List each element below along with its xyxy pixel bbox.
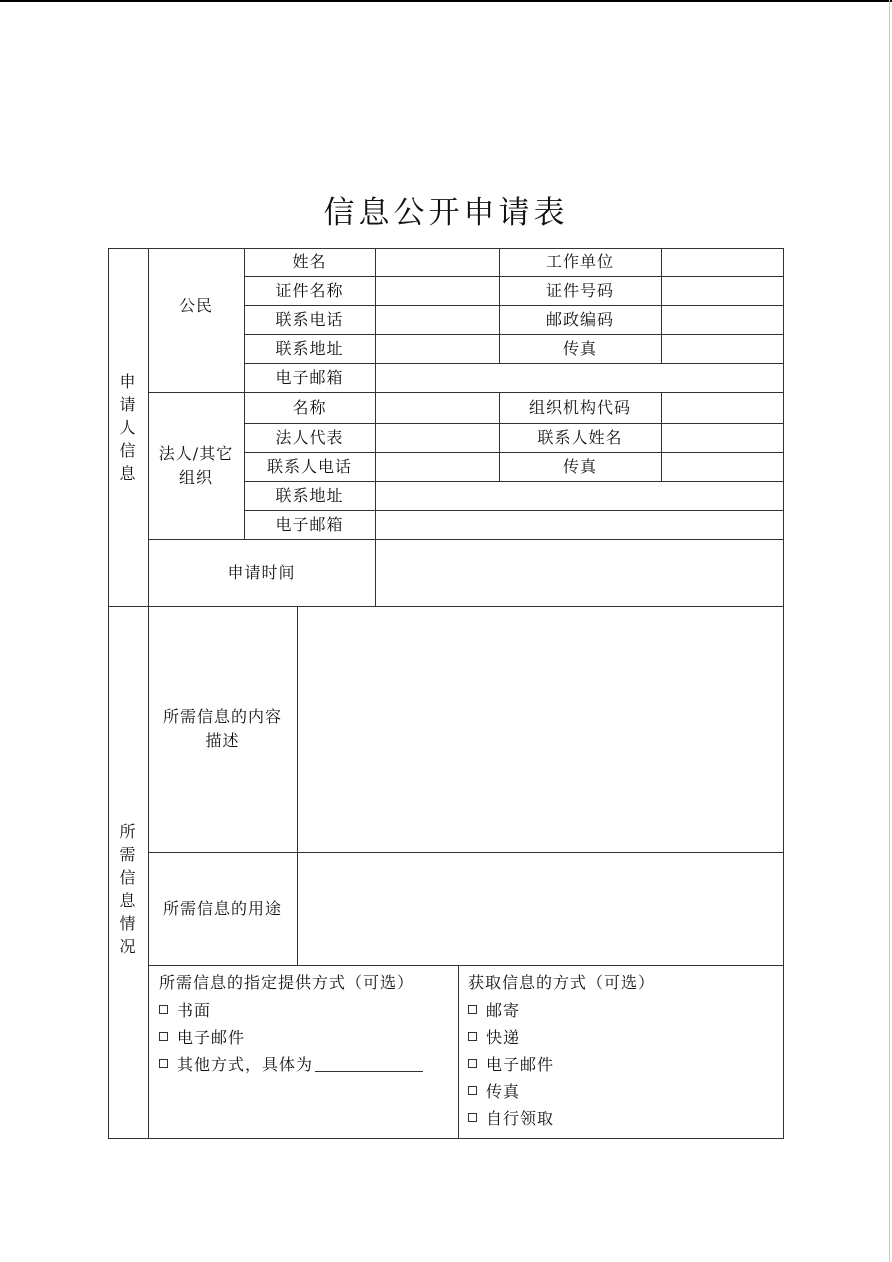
org-address-label: 联系地址 <box>275 485 344 505</box>
obtain-option-mail[interactable]: 邮寄 <box>468 998 520 1021</box>
checkbox-icon[interactable] <box>159 1032 168 1041</box>
name-input[interactable] <box>375 248 499 276</box>
contact-phone-label: 联系人电话 <box>266 456 352 476</box>
phone-input[interactable] <box>375 305 499 334</box>
checkbox-icon[interactable] <box>468 1032 477 1041</box>
top-border <box>0 0 892 2</box>
checkbox-icon[interactable] <box>468 1059 477 1068</box>
org-code-input[interactable] <box>661 392 783 423</box>
provide-method-title: 所需信息的指定提供方式（可选） <box>159 973 415 992</box>
obtain-option-self-pickup[interactable]: 自行领取 <box>468 1106 554 1129</box>
address-label: 联系地址 <box>275 338 344 358</box>
obtain-option-express[interactable]: 快递 <box>468 1025 520 1048</box>
checkbox-icon[interactable] <box>159 1059 168 1068</box>
org-name-input[interactable] <box>375 392 499 423</box>
email-input[interactable] <box>375 363 783 392</box>
obtain-option-email[interactable]: 电子邮件 <box>468 1052 554 1075</box>
id-type-label: 证件名称 <box>275 280 344 300</box>
email-label: 电子邮箱 <box>275 367 344 387</box>
other-method-blank[interactable] <box>315 1055 423 1072</box>
fax-label: 传真 <box>562 338 597 358</box>
obtain-option-fax[interactable]: 传真 <box>468 1079 520 1102</box>
apply-time-label: 申请时间 <box>227 562 296 582</box>
phone-label: 联系电话 <box>275 309 344 329</box>
applicant-section-label: 申 请 人 信 息 <box>119 371 137 483</box>
checkbox-icon[interactable] <box>468 1113 477 1122</box>
citizen-label: 公民 <box>178 296 213 315</box>
checkbox-icon[interactable] <box>468 1005 477 1014</box>
work-unit-input[interactable] <box>661 248 783 276</box>
org-email-input[interactable] <box>375 510 783 539</box>
checkbox-icon[interactable] <box>468 1086 477 1095</box>
legal-rep-label: 法人代表 <box>275 427 344 447</box>
apply-time-input[interactable] <box>375 539 783 606</box>
org-email-label: 电子邮箱 <box>275 514 344 534</box>
legal-rep-input[interactable] <box>375 423 499 452</box>
usage-label: 所需信息的用途 <box>162 898 282 918</box>
id-number-label: 证件号码 <box>545 280 614 300</box>
id-type-input[interactable] <box>375 276 499 305</box>
contact-name-input[interactable] <box>661 423 783 452</box>
checkbox-icon[interactable] <box>159 1005 168 1014</box>
content-desc-input[interactable] <box>297 606 783 852</box>
content-desc-label: 所需信息的内容 描述 <box>162 707 282 750</box>
fax-input[interactable] <box>661 334 783 363</box>
provide-option-paper[interactable]: 书面 <box>159 998 211 1021</box>
organization-label: 法人/其它 组织 <box>158 443 234 487</box>
form-title: 信息公开申请表 <box>323 195 569 231</box>
usage-input[interactable] <box>297 852 783 965</box>
id-number-input[interactable] <box>661 276 783 305</box>
address-input[interactable] <box>375 334 499 363</box>
org-fax-label: 传真 <box>562 456 597 476</box>
postcode-label: 邮政编码 <box>545 309 614 329</box>
provide-option-other[interactable]: 其他方式，具体为 <box>159 1052 423 1075</box>
contact-phone-input[interactable] <box>375 452 499 481</box>
obtain-method-title: 获取信息的方式（可选） <box>468 973 656 992</box>
org-fax-input[interactable] <box>661 452 783 481</box>
provide-option-email[interactable]: 电子邮件 <box>159 1025 245 1048</box>
org-code-label: 组织机构代码 <box>528 397 631 417</box>
org-address-input[interactable] <box>375 481 783 510</box>
info-section-label: 所 需 信 息 情 况 <box>119 822 137 956</box>
name-label: 姓名 <box>292 252 327 271</box>
org-name-label: 名称 <box>292 397 327 417</box>
work-unit-label: 工作单位 <box>545 252 614 271</box>
contact-name-label: 联系人姓名 <box>537 427 623 447</box>
postcode-input[interactable] <box>661 305 783 334</box>
